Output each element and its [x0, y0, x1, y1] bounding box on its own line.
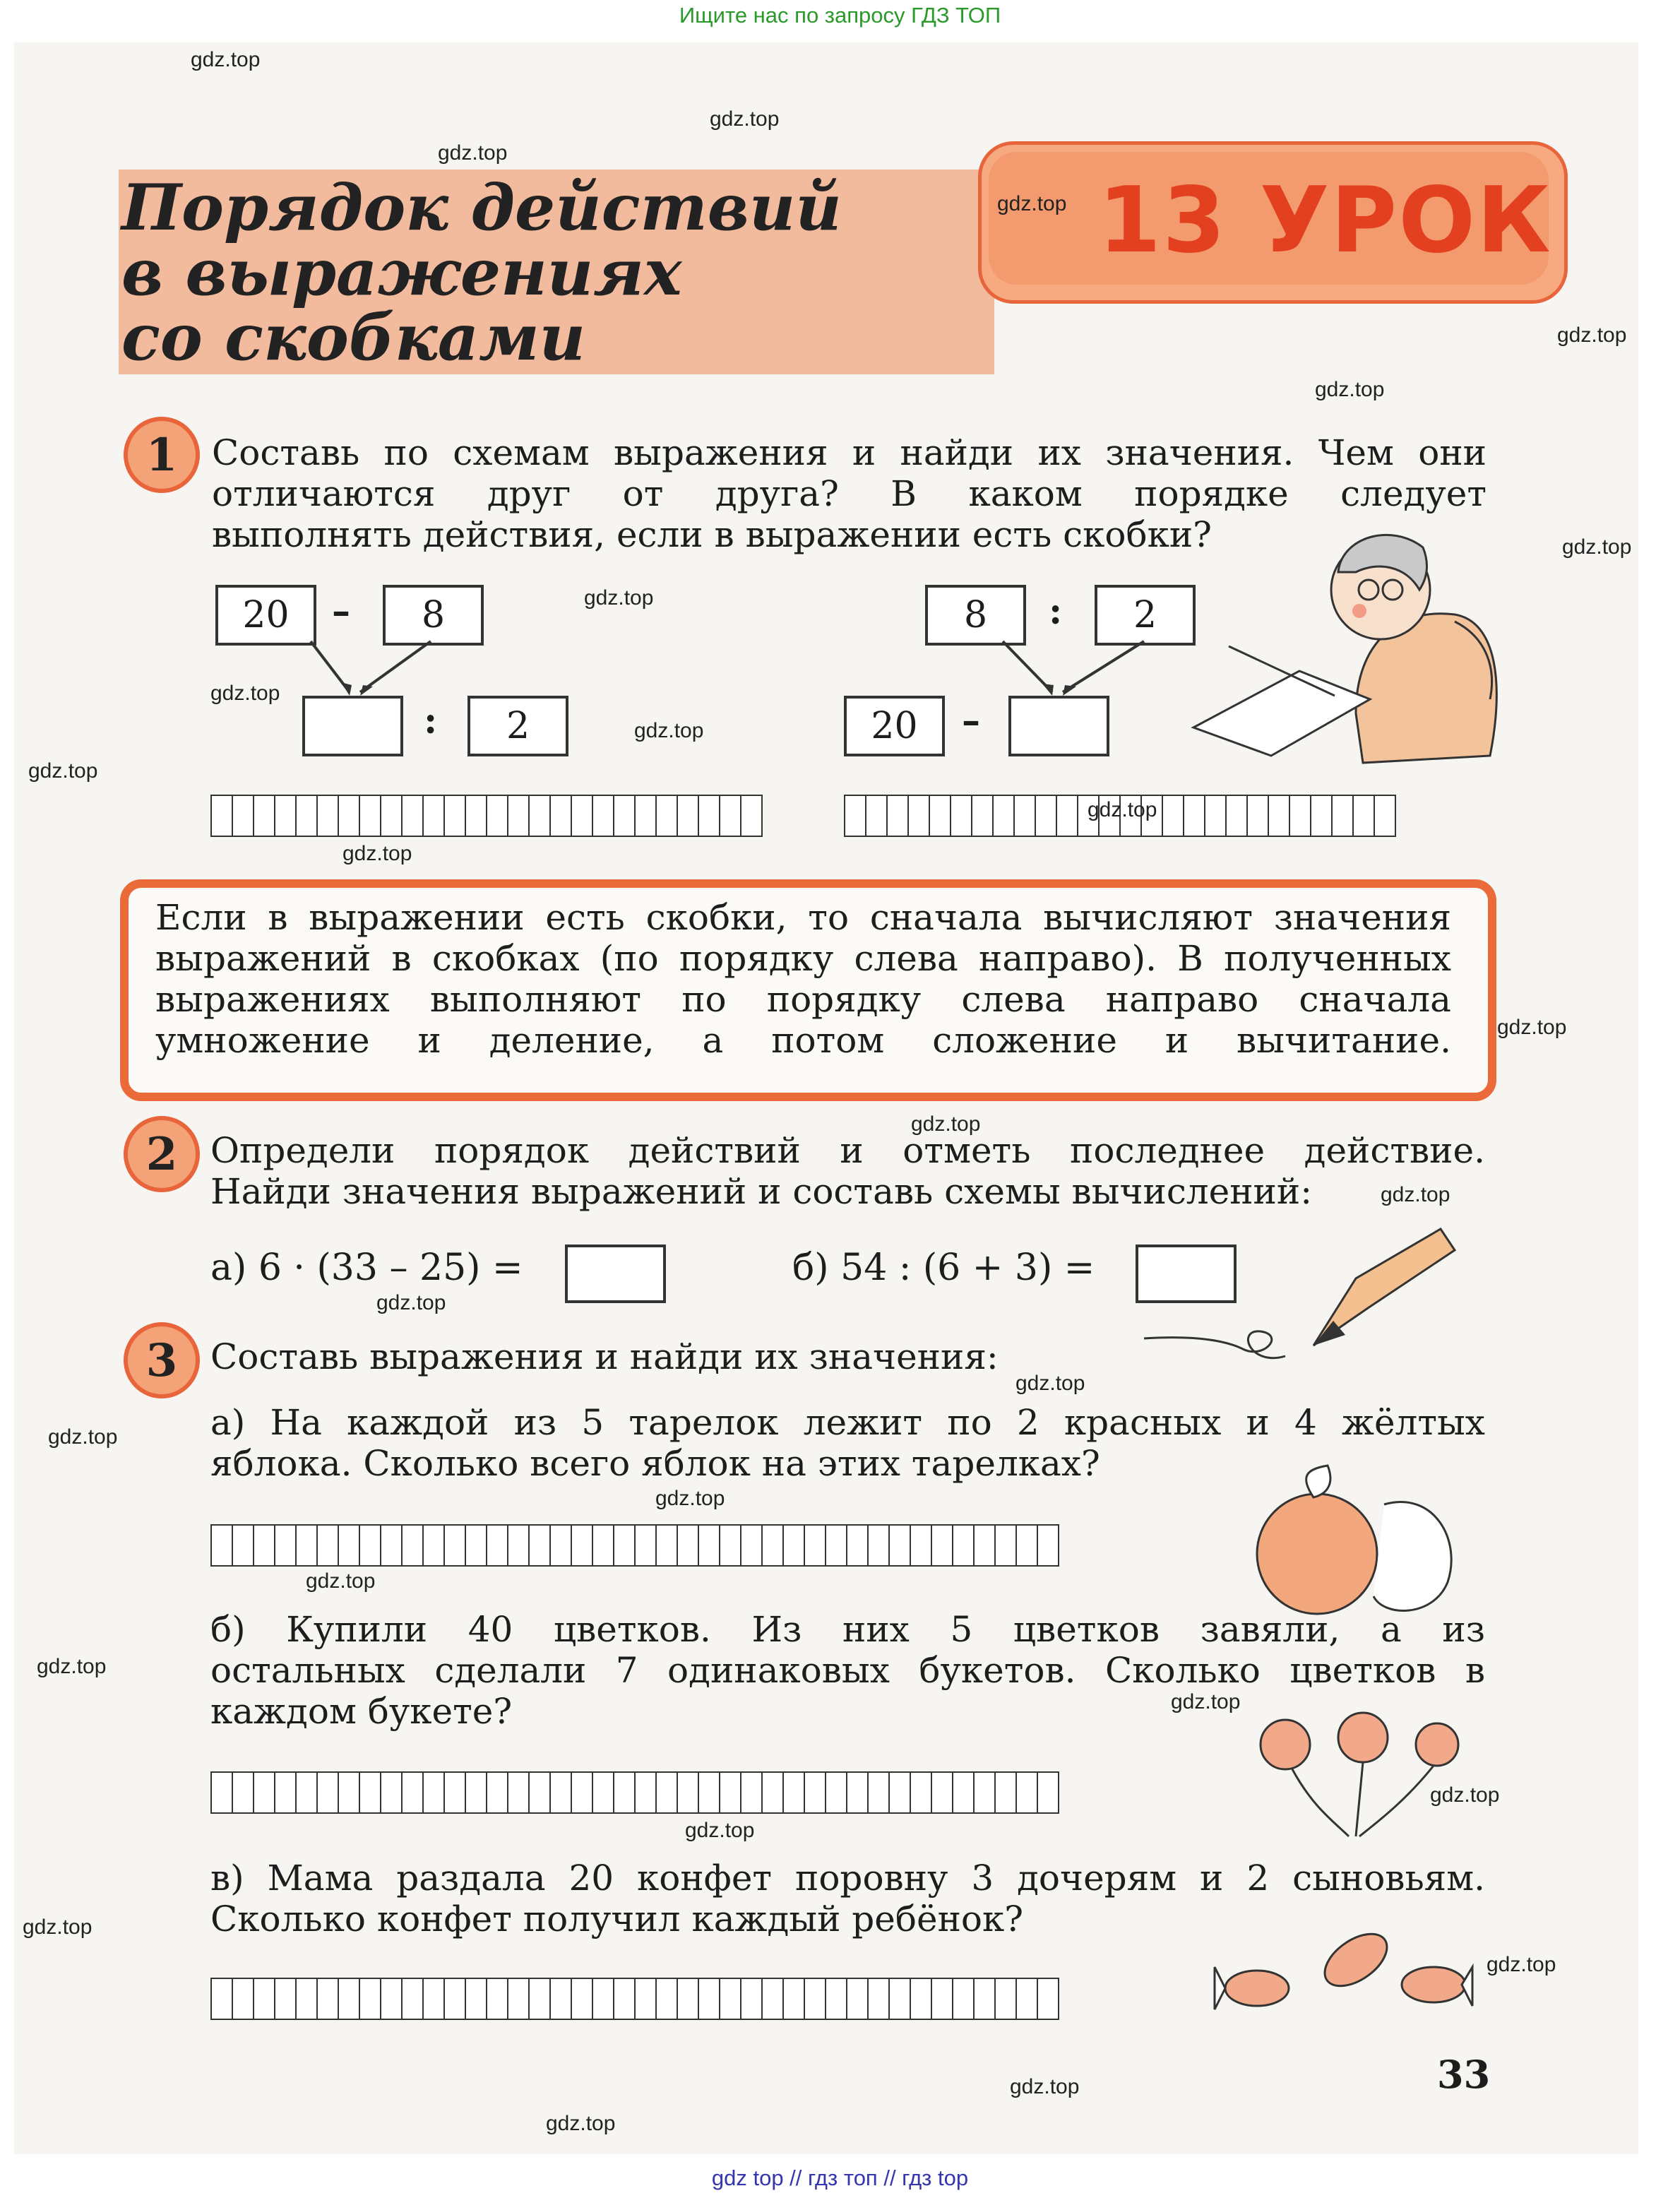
task-3b-answer[interactable]: [210, 1771, 1058, 1814]
watermark: gdz.top: [376, 1291, 446, 1314]
task-1-answer-left[interactable]: [210, 795, 761, 837]
scheme-right-number-b: 2: [1095, 585, 1196, 646]
task-2-line: Найди значения выражений и составь схемы вычислений:: [210, 1171, 1313, 1212]
watermark: gdz.top: [1562, 535, 1632, 559]
watermark: gdz.top: [584, 586, 654, 610]
scheme-left-number-a: 20: [215, 585, 316, 646]
task-2-answer-a[interactable]: [565, 1244, 666, 1303]
task-3a-line: а) На каждой из 5 тарелок лежит по 2 красных и 4 жёлтых: [210, 1402, 1485, 1443]
watermark: gdz.top: [1010, 2075, 1080, 2098]
task-3c-line: в) Мама раздала 20 конфет поровну 3 дочерям и 2 сыновьям.: [210, 1858, 1485, 1899]
watermark: gdz.top: [438, 141, 508, 165]
scheme-left-op2: :: [424, 699, 438, 742]
watermark: gdz.top: [210, 682, 280, 705]
watermark: gdz.top: [685, 1819, 755, 1842]
task-2-text: [210, 1130, 1485, 1212]
watermark: gdz.top: [1171, 1690, 1241, 1713]
bottom-banner[interactable]: gdz top // гдз топ // гдз top: [711, 2166, 969, 2190]
title-line: в выражениях: [121, 235, 682, 310]
page-number: 33: [1437, 2052, 1491, 2097]
watermark: gdz.top: [1381, 1183, 1450, 1206]
title-line: со скобками: [121, 300, 586, 375]
pencil-illustration: [1144, 1208, 1483, 1384]
task-3c-line: Сколько конфет получил каждый ребёнок?: [210, 1899, 1024, 1939]
watermark: gdz.top: [191, 48, 261, 71]
task-3b-line: остальных сделали 7 одинаковых букетов. Сколько цветков в: [210, 1650, 1485, 1691]
watermark: gdz.top: [1557, 323, 1627, 347]
scheme-right-number-c: 20: [844, 696, 945, 756]
watermark: gdz.top: [1487, 1953, 1556, 1976]
watermark: gdz.top: [306, 1569, 376, 1593]
candies-illustration: [1208, 1882, 1490, 2031]
task-2-expression-a: а) 6 · (33 – 25) =: [210, 1247, 523, 1289]
title-line: Порядок действий: [121, 170, 842, 245]
rule-text: [155, 897, 1451, 1061]
watermark: gdz.top: [37, 1655, 107, 1678]
task-2-line: Определи порядок действий и отметь последнее действие.: [210, 1130, 1485, 1171]
task-2-number: 2: [124, 1116, 200, 1192]
task-3-number: 3: [124, 1322, 200, 1398]
scheme-right-arrows: [918, 636, 1215, 699]
task-1-number: 1: [124, 417, 200, 493]
watermark: gdz.top: [342, 842, 412, 865]
flowers-illustration: [1243, 1709, 1476, 1843]
scheme-right-result-box[interactable]: [1008, 696, 1109, 756]
watermark: gdz.top: [710, 107, 780, 131]
watermark: gdz.top: [1015, 1372, 1085, 1395]
task-3a-line: яблока. Сколько всего яблок на этих тарелках?: [210, 1443, 1100, 1484]
rule-line: умножение и деление, а потом сложение и вычитание.: [155, 1020, 1451, 1061]
top-banner[interactable]: Ищите нас по запросу ГДЗ ТОП: [679, 3, 1001, 28]
scheme-right-number-a: 8: [925, 585, 1026, 646]
watermark: gdz.top: [634, 719, 704, 742]
apples-illustration: [1236, 1462, 1469, 1624]
boy-writing-illustration: [1186, 523, 1511, 777]
watermark: gdz.top: [911, 1112, 981, 1136]
watermark: gdz.top: [1497, 1016, 1567, 1039]
watermark: gdz.top: [1315, 378, 1385, 401]
task-3a-answer[interactable]: [210, 1524, 1058, 1567]
task-3b-line: каждом букете?: [210, 1691, 513, 1732]
task-1-line: отличаются друг от друга? В каком порядке следует: [212, 473, 1487, 514]
watermark: gdz.top: [546, 2112, 616, 2135]
scheme-left-number-c: 2: [467, 696, 568, 756]
watermark: gdz.top: [997, 192, 1067, 215]
page-title: [121, 170, 842, 375]
rule-line: выражениях выполняют по порядку слева направо сначала: [155, 979, 1451, 1020]
watermark: gdz.top: [48, 1425, 118, 1449]
task-3b-line: б) Купили 40 цветков. Из них 5 цветков завяли, а из: [210, 1609, 1485, 1650]
task-3-intro: Составь выражения и найди их значения:: [210, 1336, 999, 1377]
scheme-left-op1: –: [332, 590, 350, 633]
scheme-left-result-box[interactable]: [302, 696, 403, 756]
watermark: gdz.top: [1088, 798, 1157, 821]
rule-line: выражений в скобках (по порядку слева направо). В полученных: [155, 938, 1451, 979]
watermark: gdz.top: [23, 1915, 93, 1939]
scheme-right-op2: –: [962, 699, 980, 742]
task-2-expression-b: б) 54 : (6 + 3) =: [792, 1247, 1095, 1289]
watermark: gdz.top: [28, 759, 98, 783]
task-1-line: Составь по схемам выражения и найди их значения. Чем они: [212, 432, 1487, 473]
watermark: gdz.top: [1430, 1783, 1500, 1807]
task-1-line: выполнять действия, если в выражении есть скобки?: [212, 514, 1212, 555]
watermark: gdz.top: [655, 1487, 725, 1510]
scheme-left-number-b: 8: [383, 585, 484, 646]
scheme-right-op1: :: [1049, 590, 1063, 633]
task-3c-answer[interactable]: [210, 1978, 1058, 2020]
lesson-label: 13 УРОК: [1098, 168, 1552, 273]
rule-line: Если в выражении есть скобки, то сначала вычисляют значения: [155, 897, 1451, 938]
